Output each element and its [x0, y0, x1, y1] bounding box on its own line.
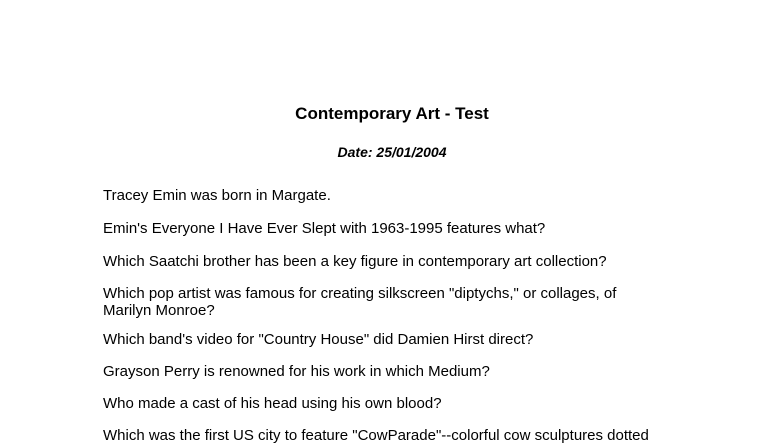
question-item: Which was the first US city to feature "CowParade"--colorful cow sculptures dotted	[103, 427, 649, 444]
question-item: Which pop artist was famous for creating silkscreen "diptychs," or collages, of Marilyn Monroe?	[103, 285, 617, 319]
question-item: Which Saatchi brother has been a key figure in contemporary art collection?	[103, 253, 607, 270]
question-item: Who made a cast of his head using his own blood?	[103, 395, 442, 412]
question-item: Which band's video for "Country House" did Damien Hirst direct?	[103, 331, 534, 348]
document-title: Contemporary Art - Test	[295, 104, 489, 123]
question-item: Emin's Everyone I Have Ever Slept with 1963-1995 features what?	[103, 220, 546, 237]
question-item: Grayson Perry is renowned for his work in which Medium?	[103, 363, 490, 380]
document-date: Date: 25/01/2004	[337, 144, 447, 160]
question-item: Tracey Emin was born in Margate.	[103, 187, 331, 204]
